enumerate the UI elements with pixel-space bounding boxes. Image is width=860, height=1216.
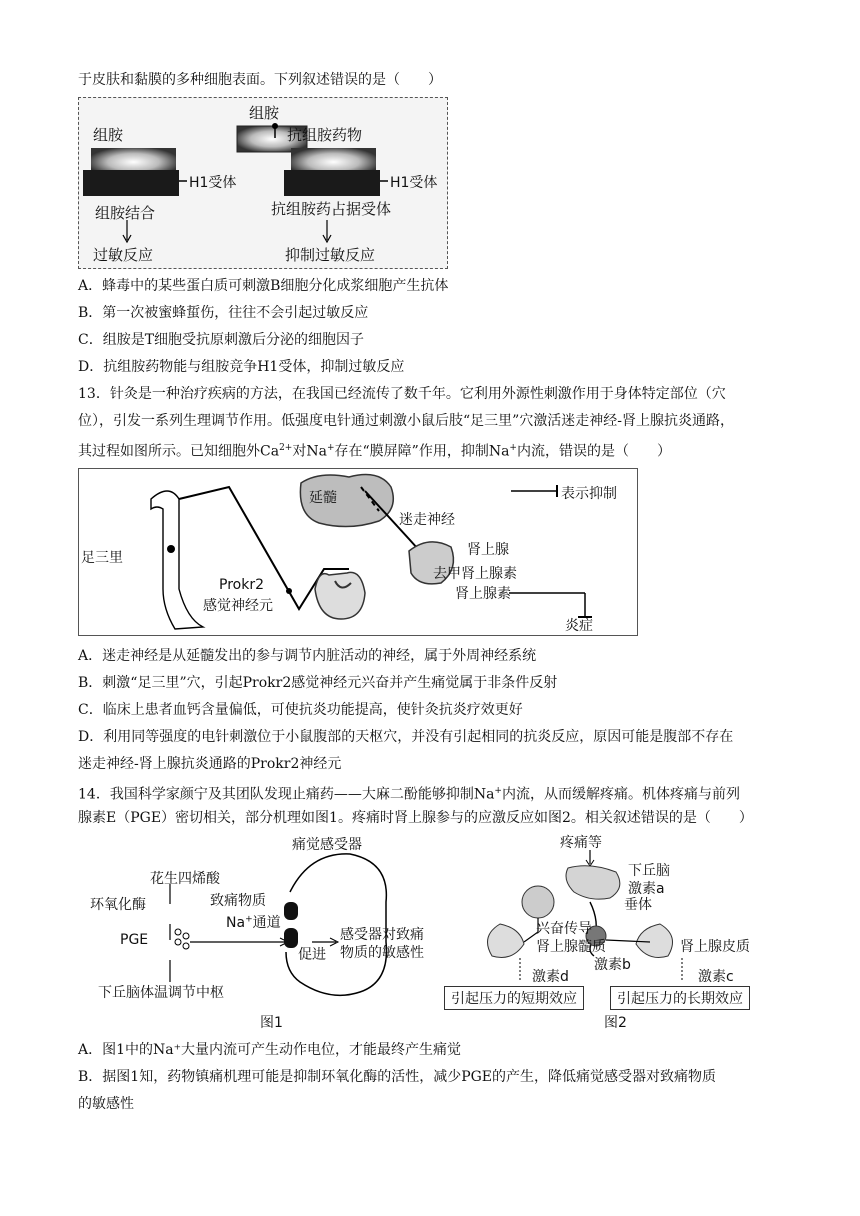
label-hypothalamus-center: 下丘脑体温调节中枢 xyxy=(98,985,224,1001)
figure-2-caption: 图2 xyxy=(604,1015,627,1031)
label-medulla: 延髓 xyxy=(309,490,337,506)
q14-stem-line1: 14．我国科学家颜宁及其团队发现止痛药——大麻二酚能够抑制Na+内流，从而缓解疼痛。机体疼痛与前列 xyxy=(78,786,740,803)
label-pain-substance: 致痛物质 xyxy=(210,893,266,909)
label-hormone-b: 激素b xyxy=(594,957,631,973)
label-adrenal: 肾上腺 xyxy=(467,542,509,558)
q13-option-d: D．利用同等强度的电针刺激位于小鼠腹部的天枢穴，并没有引起相同的抗炎反应，原因可能是腹部不存在 xyxy=(78,729,734,745)
label-left-result: 过敏反应 xyxy=(93,246,154,264)
label-inflammation: 炎症 xyxy=(565,618,593,634)
q14-figure-1 xyxy=(90,832,470,1032)
label-pain-etc: 疼痛等 xyxy=(560,835,602,851)
q13-figure xyxy=(78,468,638,636)
q13-stem-line1: 13．针灸是一种治疗疾病的方法，在我国已经流传了数千年。它利用外源性刺激作用于身体特定部位（穴 xyxy=(78,386,726,402)
right-receptor-block xyxy=(284,170,380,196)
label-norepinephrine: 去甲肾上腺素 xyxy=(433,566,517,582)
label-na-channel: Na+通道 xyxy=(226,914,281,931)
label-pituitary: 垂体 xyxy=(624,897,652,913)
label-hormone-d: 激素d xyxy=(532,969,569,985)
label-h1-right: H1受体 xyxy=(390,175,438,191)
label-epinephrine: 肾上腺素 xyxy=(455,586,511,602)
left-receptor-block xyxy=(83,170,179,196)
q14-option-a: A．图1中的Na⁺大量内流可产生动作电位，才能最终产生痛觉 xyxy=(78,1042,462,1058)
q12-option-c: C．组胺是T细胞受抗原刺激后分泌的细胞因子 xyxy=(78,332,365,348)
na-channel-icon xyxy=(284,928,298,948)
q12-figure xyxy=(78,97,448,269)
label-excite: 兴奋传导 xyxy=(536,921,592,937)
figure-1-caption: 图1 xyxy=(260,1015,283,1031)
box-long-term: 引起压力的长期效应 xyxy=(610,986,750,1010)
label-left-bind: 组胺结合 xyxy=(95,204,156,222)
label-sensitivity-2: 物质的敏感性 xyxy=(340,945,424,961)
label-antihistamine: 抗组胺药物 xyxy=(287,126,363,144)
label-pge: PGE xyxy=(120,932,149,948)
label-inhibit-legend: 表示抑制 xyxy=(561,486,617,502)
label-top-histamine: 组胺 xyxy=(249,104,280,122)
q14-option-b-cont: 的敏感性 xyxy=(78,1096,134,1112)
box-short-term: 引起压力的短期效应 xyxy=(444,986,584,1010)
label-promote: 促进 xyxy=(298,947,326,963)
q14-figure-2 xyxy=(440,832,780,1032)
q14-stem-line2: 腺素E（PGE）密切相关，部分机理如图1。疼痛时肾上腺参与的应激反应如图2。相关叙述错误的是（ ） xyxy=(78,810,753,826)
q13-stem-line2: 位），引发一系列生理调节作用。低强度电针通过刺激小鼠后肢“足三里”穴激活迷走神经-肾上腺抗炎通路， xyxy=(78,413,735,429)
label-medulla: 肾上腺髓质 xyxy=(536,939,606,955)
label-hormone-a: 激素a xyxy=(628,881,665,897)
label-left-histamine: 组胺 xyxy=(93,126,124,144)
label-arachidonic: 花生四烯酸 xyxy=(150,871,220,887)
hypothalamus-shape xyxy=(566,866,620,899)
label-hypothalamus: 下丘脑 xyxy=(628,863,670,879)
q13-option-a: A．迷走神经是从延髓发出的参与调节内脏活动的神经，属于外周神经系统 xyxy=(78,648,537,664)
q13-option-c: C．临床上患者血钙含量偏低，可使抗炎功能提高，使针灸抗炎疗效更好 xyxy=(78,702,523,718)
label-right-bind: 抗组胺药占据受体 xyxy=(271,200,392,218)
q13-option-d-cont: 迷走神经-肾上腺抗炎通路的Prokr2神经元 xyxy=(78,756,342,772)
label-right-result: 抑制过敏反应 xyxy=(285,246,376,264)
label-zusanli: 足三里 xyxy=(81,550,123,566)
label-sensitivity-1: 感受器对致痛 xyxy=(340,927,424,943)
q13-diagram xyxy=(79,469,637,635)
q13-option-b: B．刺激“足三里”穴，引起Prokr2感觉神经元兴奋并产生痛觉属于非条件反射 xyxy=(78,675,558,691)
q13-stem-line3: 其过程如图所示。已知细胞外$Ca^{2+}$对Na+存在“膜屏障”作用，抑制Na+内流，错误的是（ ） xyxy=(78,443,671,460)
label-hormone-c: 激素c xyxy=(698,969,734,985)
pain-substance-receptor-icon xyxy=(284,902,298,920)
q12-option-b: B．第一次被蜜蜂蜇伤，往往不会引起过敏反应 xyxy=(78,305,369,321)
q12-option-a: A．蜂毒中的某些蛋白质可刺激B细胞分化成浆细胞产生抗体 xyxy=(78,278,449,294)
adrenal-medulla-shape xyxy=(488,924,525,958)
label-prokr2: Prokr2 xyxy=(219,577,264,593)
q12-stem-tail: 于皮肤和黏膜的多种细胞表面。下列叙述错误的是（ ） xyxy=(78,72,442,88)
q12-option-d: D．抗组胺药物能与组胺竞争H1受体，抑制过敏反应 xyxy=(78,359,405,375)
label-h1-left: H1受体 xyxy=(189,175,237,191)
spinal-cord-shape xyxy=(315,572,365,619)
label-cortex: 肾上腺皮质 xyxy=(680,939,750,955)
spinal-segment-shape xyxy=(522,886,554,918)
q14-option-b: B．据图1知，药物镇痛机理可能是抑制环氧化酶的活性，减少PGE的产生，降低痛觉感受器对致痛物质 xyxy=(78,1069,717,1085)
mouse-leg-shape xyxy=(151,491,203,629)
label-sensory-neuron: 感觉神经元 xyxy=(203,598,273,614)
label-cox: 环氧化酶 xyxy=(90,897,146,913)
label-vagus: 迷走神经 xyxy=(399,512,455,528)
adrenal-cortex-shape xyxy=(636,924,673,958)
label-pain-receptor: 痛觉感受器 xyxy=(292,837,362,853)
